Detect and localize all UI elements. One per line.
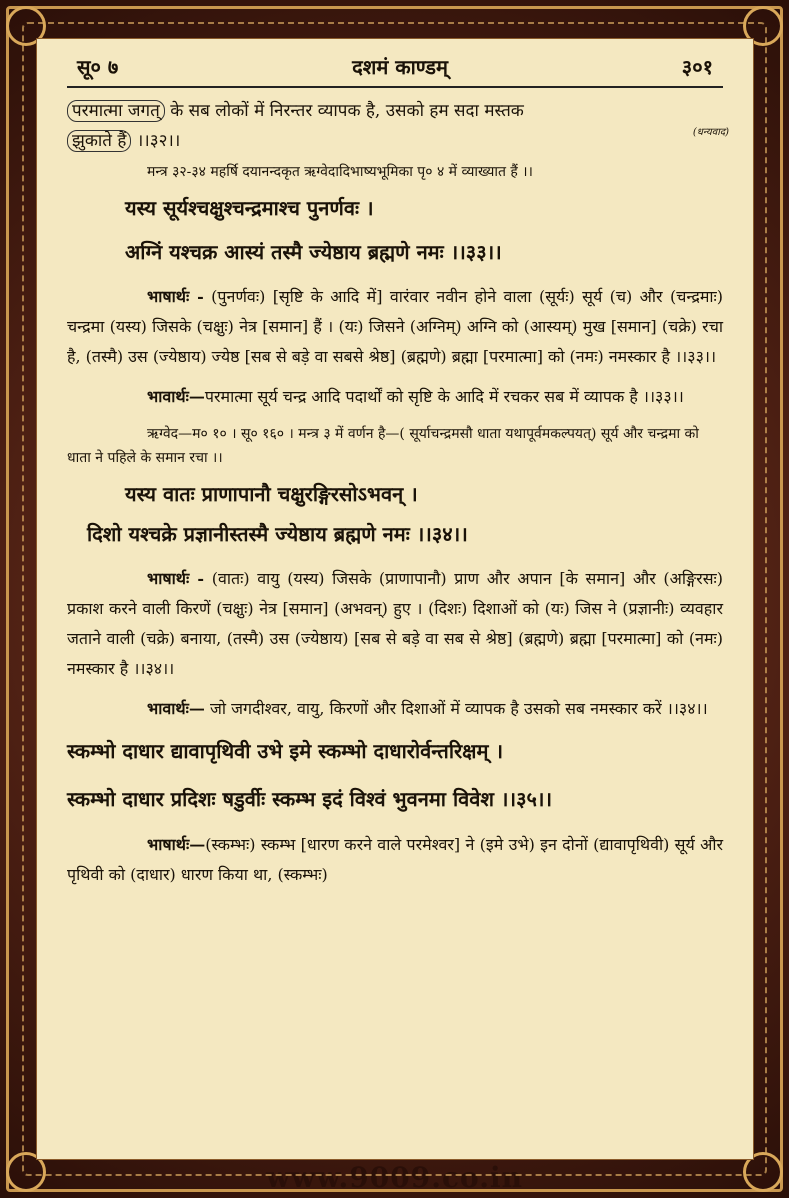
rigved-reference: ऋग्वेद—म० १० । सू० १६० । मन्त्र ३ में वर्णन है—( सूर्याचन्द्रमसौ धाता यथापूर्वमकल्पयत्) सूर्य और चन्द्रमा को धाता ने पहिले के समान रचा ।। [67,426,699,466]
corner-ornament-icon [743,6,783,46]
website-watermark: www.9009.co.in [266,1161,523,1194]
mantra-reference-note: मन्त्र ३२-३४ महर्षि दयानन्दकृत ऋग्वेदादिभाष्यभूमिका पृ० ४ में व्याख्यात हैं ।। [147,164,533,180]
header-divider [67,86,723,88]
verse-33-line-1: यस्य सूर्यश्चक्षुश्चन्द्रमाश्च पुनर्णवः । [125,196,374,220]
bhasha-34: भाषार्थः - (वातः) वायु (यस्य) जिसके (प्राणापानौ) प्राण और अपान [के समान] और (अङ्गिरसः) प्रकाश करने वाली किरणें (चक्षुः) नेत्र [समान] (अभवन्) हुए । (दिशः) दिशाओं को (यः) जिस ने (प्रज्ञानीः) व्यवहार जताने वाली (चक्रे) बनाया, (तस्मै) उस (ज्येष्ठाय) [सब से बड़े वा सब से श्रेष्ठ] (ब्रह्मणे) ब्रह्मा [परमात्मा] को (नमः) नमस्कार है ।।३४।। [67,569,723,678]
boxed-phrase: परमात्मा जगत् [67,100,165,122]
book-title: दशमं काण्डम् [352,55,448,79]
page-number: ३०१ [681,55,713,79]
corner-ornament-icon [6,6,46,46]
sukta-number: सू० ७ [77,55,119,79]
intro-paragraph: परमात्मा जगत् के सब लोकों में निरन्तर व्यापक है, उसको हम सदा मस्तक झुकाते हैं ।।३२।। (धन्यवाद) [67,96,723,156]
verse-34-line-2: दिशो यश्चक्रे प्रज्ञानीस्तस्मै ज्येष्ठाय ब्रह्मणे नमः ।।३४।। [87,522,468,546]
bhasha-33: भाषार्थः - (पुनर्णवः) [सृष्टि के आदि में] वारंवार नवीन होने वाला (सूर्यः) सूर्य (च) और (चन्द्रमाः) चन्द्रमा (यस्य) जिसके (चक्षुः) नेत्र [समान] हैं । (यः) जिसने (अग्निम्) अग्नि को (आस्यम्) मुख [समान] (चक्रे) रचा है, (तस्मै) उस (ज्येष्ठाय) ज्येष्ठ [सब से बड़े वा सबसे श्रेष्ठ] (ब्रह्मणे) ब्रह्मा [परमात्मा] को (नमः) नमस्कार है ।।३३।। [67,287,723,366]
scanned-page [36,38,754,1160]
verse-35-line-2: स्कम्भो दाधार प्रदिशः षडुर्वीः स्कम्भ इदं विश्वं भुवनमा विवेश ।।३५।। [67,787,553,811]
page-header [67,53,723,80]
verse-34-line-1: यस्य वातः प्राणापानौ चक्षुरङ्गिरसोऽभवन् । [125,482,418,506]
bhavartha-33: भावार्थः—परमात्मा सूर्य चन्द्र आदि पदार्थों को सृष्टि के आदि में रचकर सब में व्यापक है ।।३३।। [147,387,684,406]
bhavartha-34: भावार्थः— जो जगदीश्वर, वायु, किरणों और दिशाओं में व्यापक है उसको सब नमस्कार करें ।।३४।। [147,699,708,718]
verse-33-line-2: अग्निं यश्चक्र आस्यं तस्मै ज्येष्ठाय ब्रह्मणे नमः ।।३३।। [125,240,502,264]
bhasha-35: भाषार्थः—(स्कम्भः) स्कम्भ [धारण करने वाले परमेश्वर] ने (इमे उभे) इन दोनों (द्यावापृथिवी) सूर्य और पृथिवी को (दाधार) धारण किया था, (स्कम्भः) [67,835,723,884]
verse-35-line-1: स्कम्भो दाधार द्यावापृथिवी उभे इमे स्कम्भो दाधारोर्वन्तरिक्षम् । [67,739,504,763]
handwritten-annotation: (धन्यवाद) [692,127,729,138]
boxed-phrase: झुकाते हैं [67,130,131,152]
